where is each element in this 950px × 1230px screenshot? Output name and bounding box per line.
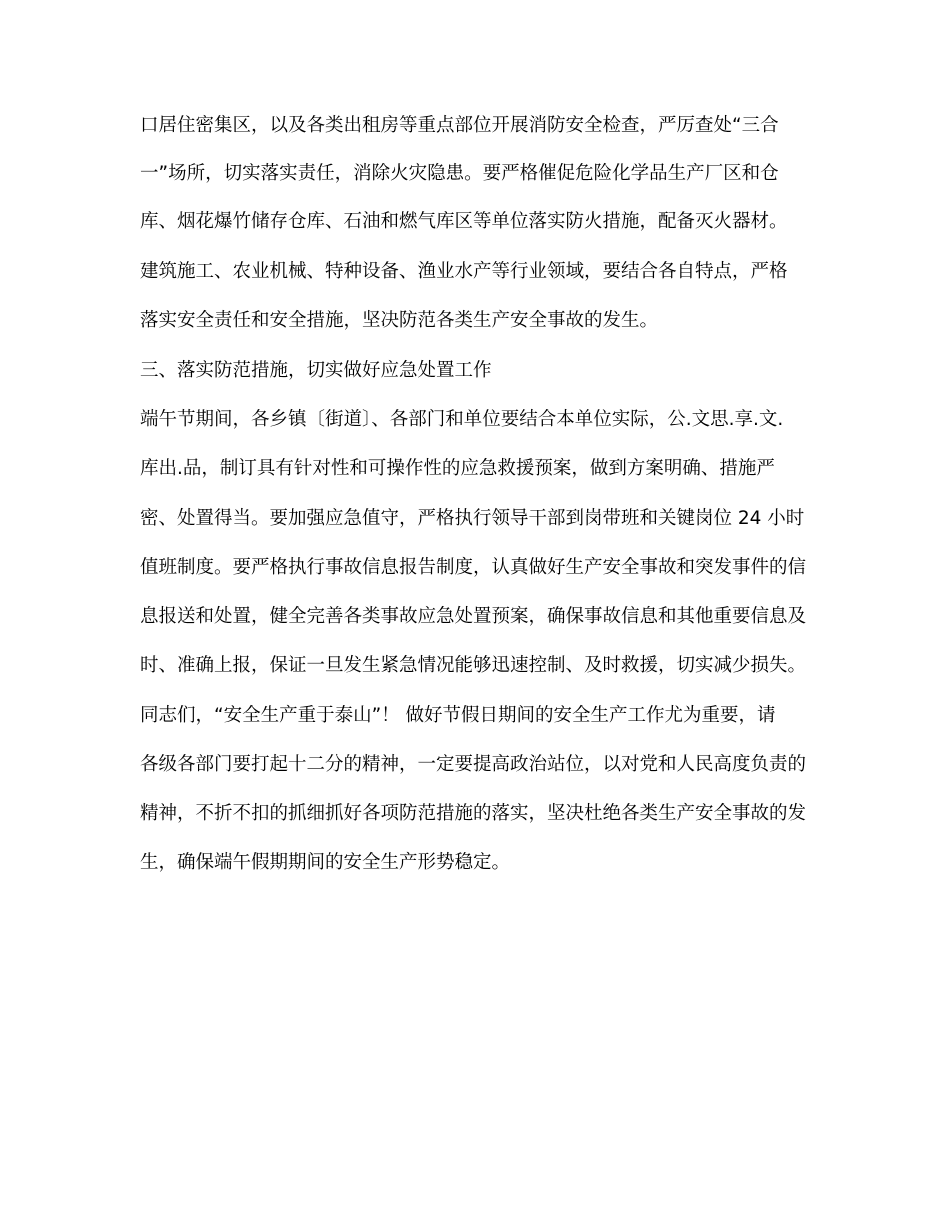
text-line: 精神，不折不扣的抓细抓好各项防范措施的落实，坚决杜绝各类生产安全事故的发 bbox=[140, 803, 807, 824]
text-line: 一”场所，切实落实责任，消除火灾隐患。要严格催促危险化学品生产厂区和仓 bbox=[140, 163, 779, 184]
text-line: 时、准确上报，保证一旦发生紧急情况能够迅速控制、及时救援，切实减少损失。 bbox=[140, 655, 807, 676]
text-line: 息报送和处置，健全完善各类事故应急处置预案，确保事故信息和其他重要信息及 bbox=[140, 606, 807, 627]
text-line: 库出.品，制订具有针对性和可操作性的应急救援预案，做到方案明确、措施严 bbox=[140, 458, 775, 479]
text-line: 建筑施工、农业机械、特种设备、渔业水产等行业领域，要结合各自特点，严格 bbox=[140, 261, 788, 282]
text-line: 落实安全责任和安全措施，坚决防范各类生产安全事故的发生。 bbox=[140, 310, 659, 331]
text-line: 端午节期间，各乡镇〔街道〕、各部门和单位要结合本单位实际，公.文思.享.文. bbox=[140, 409, 784, 430]
text-line: 同志们，“安全生产重于泰山”！ 做好节假日期间的安全生产工作尤为重要，请 bbox=[140, 705, 776, 726]
text-line: 值班制度。要严格执行事故信息报告制度，认真做好生产安全事故和突发事件的信 bbox=[140, 557, 807, 578]
text-line: 生，确保端午假期期间的安全生产形势稳定。 bbox=[140, 852, 511, 873]
text-line: 各级各部门要打起十二分的精神，一定要提高政治站位，以对党和人民高度负责的 bbox=[140, 754, 807, 775]
section-heading: 三、落实防范措施，切实做好应急处置工作 bbox=[140, 360, 492, 381]
text-line: 口居住密集区，以及各类出租房等重点部位开展消防安全检查，严厉查处“三合 bbox=[140, 115, 779, 136]
text-line: 密、处置得当。要加强应急值守，严格执行领导干部到岗带班和关键岗位 24 小时 bbox=[140, 508, 805, 529]
text-line: 库、烟花爆竹储存仓库、石油和燃气库区等单位落实防火措施，配备灭火器材。 bbox=[140, 211, 788, 232]
